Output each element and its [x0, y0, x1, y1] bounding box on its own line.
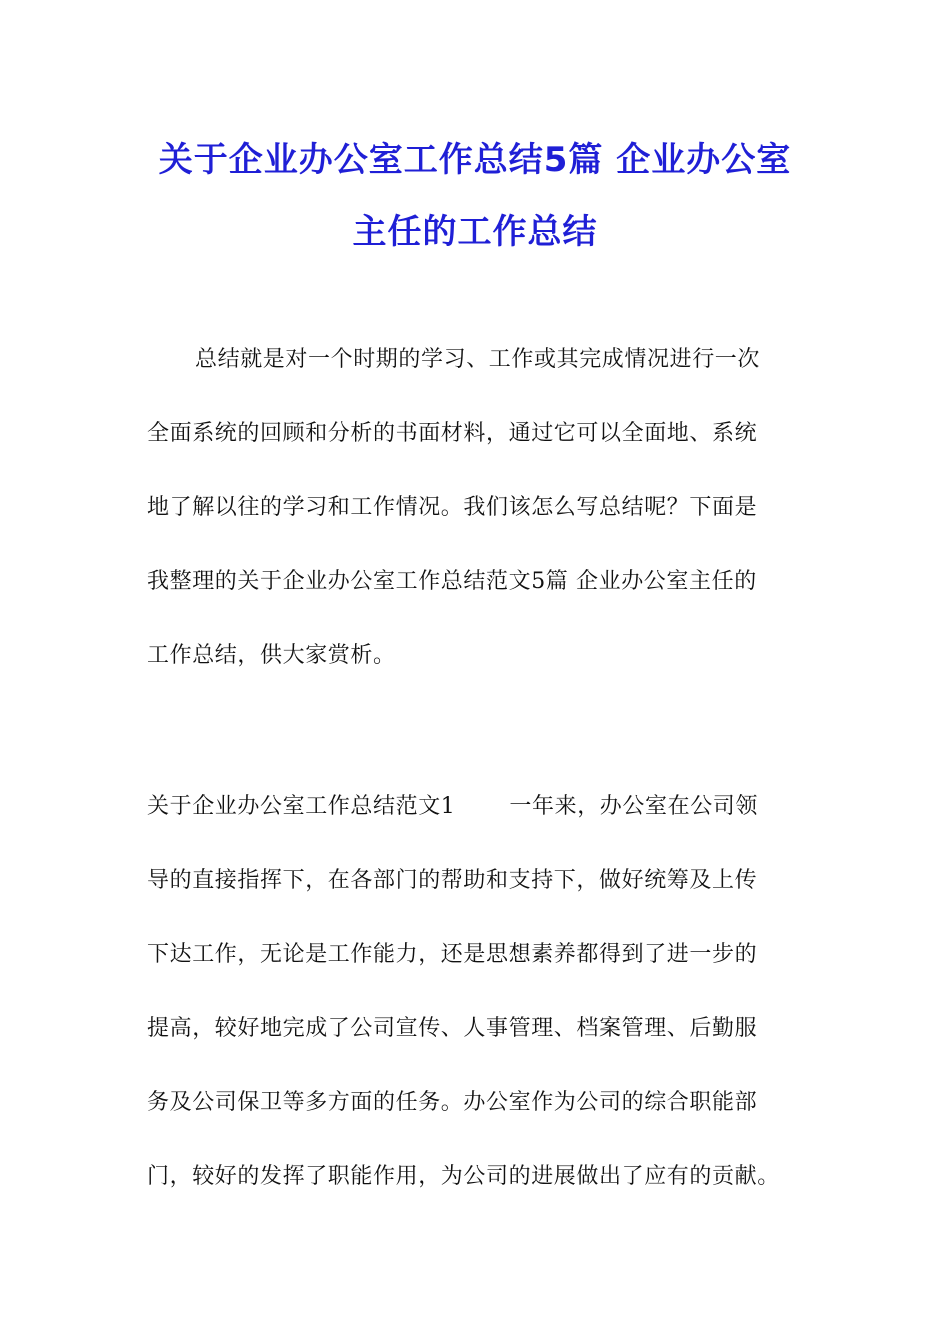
- intro-paragraph-line: 工作总结，供大家赏析。: [147, 643, 396, 668]
- section-1-first-line: [147, 792, 807, 822]
- section-1-paragraph-line: 门，较好的发挥了职能作用，为公司的进展做出了应有的贡献。: [147, 1164, 780, 1189]
- document-title-line-2: 主任的工作总结: [352, 212, 598, 252]
- section-1-paragraph-line: 下达工作，无论是工作能力，还是思想素养都得到了进一步的: [147, 942, 758, 967]
- section-1-text-start: 一年来，办公室在公司领: [509, 794, 759, 819]
- intro-paragraph-line: 全面系统的回顾和分析的书面材料，通过它可以全面地、系统: [147, 421, 758, 446]
- section-1-paragraph-line: 务及公司保卫等多方面的任务。办公室作为公司的综合职能部: [147, 1090, 758, 1115]
- intro-paragraph-line: 我整理的关于企业办公室工作总结范文5篇 企业办公室主任的: [147, 569, 757, 594]
- section-1-paragraph-line: 提高，较好地完成了公司宣传、人事管理、档案管理、后勤服: [147, 1016, 758, 1041]
- intro-paragraph-line: 总结就是对一个时期的学习、工作或其完成情况进行一次: [195, 347, 761, 372]
- intro-paragraph-line: 地了解以往的学习和工作情况。我们该怎么写总结呢？下面是: [147, 495, 758, 520]
- section-1-paragraph-line: 导的直接指挥下，在各部门的帮助和支持下，做好统筹及上传: [147, 868, 758, 893]
- document-title-line-1: 关于企业办公室工作总结5篇 企业办公室: [158, 140, 792, 180]
- section-1-heading: 关于企业办公室工作总结范文1: [147, 794, 456, 819]
